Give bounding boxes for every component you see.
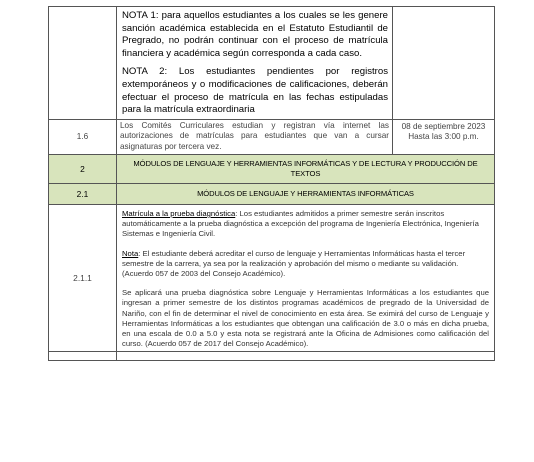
table-row [49,119,495,154]
notes-num-cell [49,7,117,120]
prueba-text: : Los estudiantes admitidos a primer semestre serán inscritos automáticamente a la prueba diagnóstica a excepción del programa de Ingeniería Electrónica, Ingeniería Sistemas e Ingeniería Civil. [122,208,479,239]
paragraph-nota [122,249,489,280]
row-description [117,204,495,351]
prueba-label: Matrícula a la prueba diagnóstica [122,208,236,218]
empty-cell [117,352,495,361]
section-title: MÓDULOS DE LENGUAJE Y HERRAMIENTAS INFORMÁTICAS Y DE LECTURA Y PRODUCCIÓN DE TEXTOS [117,154,495,183]
row-number: 2.1.1 [49,204,117,351]
notes-cell [117,7,393,120]
section-header-row [49,183,495,204]
paragraph-prueba-detalle: Se aplicará una prueba diagnóstica sobre Lenguaje y Herramientas Informáticas a los estudiantes que ingresan a primer semestre de los distintos programas académicos de pregrado de la Universidad de Nariño, con el fin de determinar el nivel de conocimiento en esta área. Se eximirá del curso de Lenguaje y Herramientas Informáticas a los estudiantes que obtengan una calificación de 3.0 o más en dicha prueba, en una escala de 0.0 a 5.0 y esta nota se registrará ante la Oficina de Admisiones como calificación del curso. (Acuerdo 057 de 2017 del Consejo Académico). [122,288,489,349]
notes-row [49,7,495,120]
nota-2: NOTA 2: Los estudiantes pendientes por registros extemporáneos y o modificaciones de calificaciones, deberán efectuar el proceso de matrícula en las fechas estipuladas para la matrícula extraordinaria [122,66,388,116]
nota-text: : El estudiante deberá acreditar el curso de lenguaje y Herramientas Informáticas hasta el tercer semestre de la carrera, ya sea por la realización y aprobación del mismo o mediante su validación. (Acuerdo 057 de 2003 del Consejo Académico). [122,248,466,278]
section-title: MÓDULOS DE LENGUAJE Y HERRAMIENTAS INFORMÁTICAS [117,183,495,204]
row-date: 08 de septiembre 2023 Hasta las 3:00 p.m. [393,119,495,154]
empty-cell [49,352,117,361]
notes-date-cell [393,7,495,120]
paragraph-prueba-diagnostica [122,209,489,240]
nota-1: NOTA 1: para aquellos estudiantes a los cuales se les genere sanción académica establecida en el Estatuto Estudiantil de Pregrado, no podrán continuar con el proceso de matrícula financiera y académica según corresponda a cada caso. [122,10,388,59]
calendar-table [48,6,495,361]
section-number: 2.1 [49,183,117,204]
row-number: 1.6 [49,119,117,154]
row-description: Los Comités Curriculares estudian y registran vía internet las autorizaciones de matrículas para estudiantes que van a cursar asignaturas por tercera vez. [117,119,393,154]
table-row [49,352,495,361]
section-header-row [49,154,495,183]
table-row [49,204,495,351]
nota-label: Nota [122,248,139,258]
section-number: 2 [49,154,117,183]
